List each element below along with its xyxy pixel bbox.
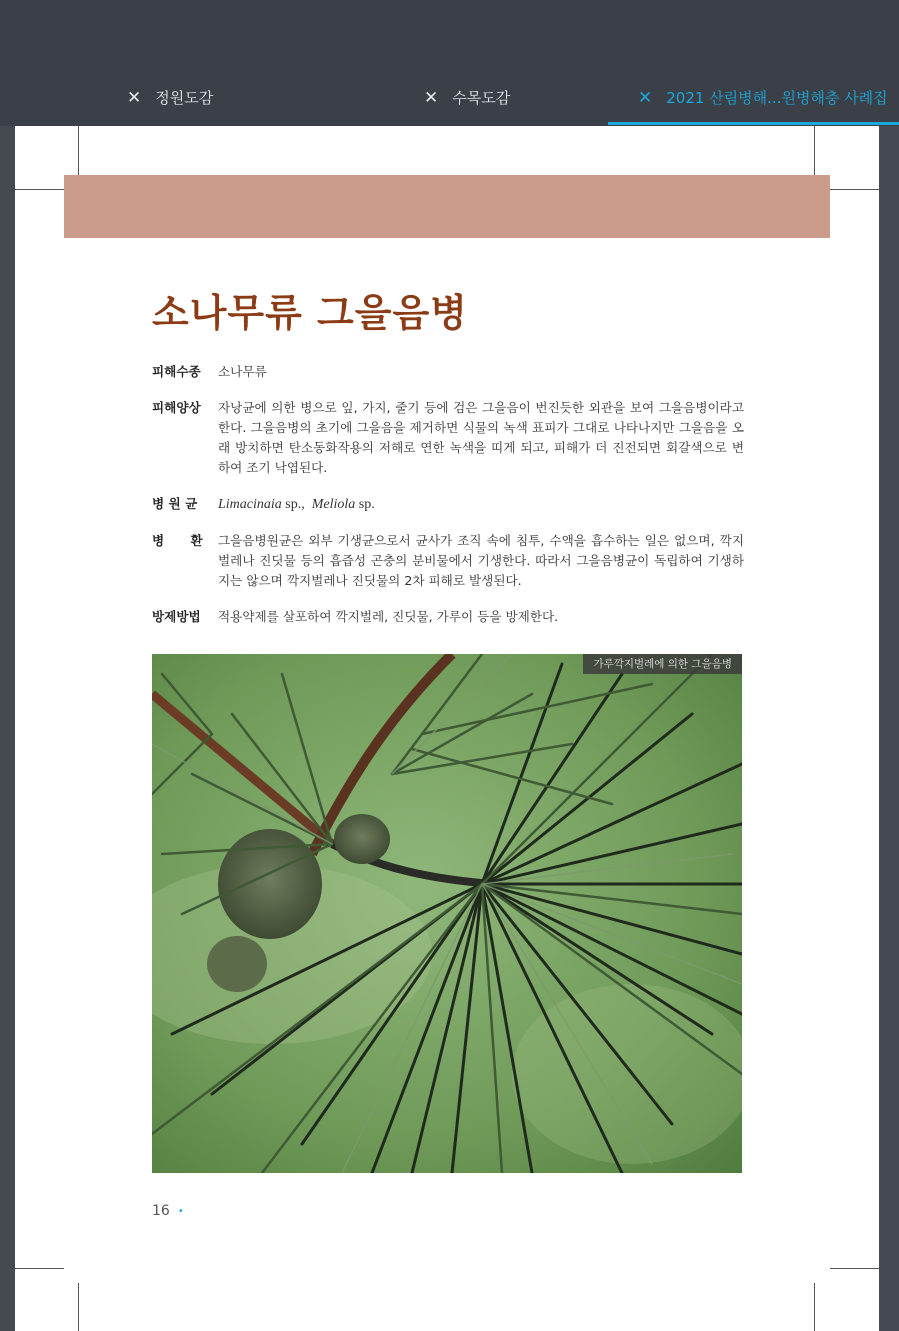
- crop-mark: [830, 189, 879, 190]
- field-key: 방제방법: [152, 609, 201, 624]
- field-row-host: [152, 362, 744, 382]
- tab-sumok[interactable]: [424, 84, 510, 126]
- photo-caption: 가루깍지벌레에 의한 그을음병: [583, 654, 742, 674]
- pine-needle-photo: [152, 654, 742, 1173]
- page-dot: •: [177, 1205, 184, 1217]
- field-value: 그을음병원균은 외부 기생균으로서 균사가 조직 속에 침투, 수액을 흡수하는 일은 없으며, 깍지벌레나 진딧물 등의 흡즙성 곤충의 분비물에서 기생한다. 따라서 그을음병균이 독립하여 기생하지는 않으며 깍지벌레나 진딧물의 2차 피해로 발생된다.: [218, 533, 744, 588]
- field-key: 병 환: [152, 533, 203, 548]
- close-icon[interactable]: ✕: [424, 88, 439, 108]
- crop-mark: [15, 1268, 64, 1269]
- close-icon[interactable]: ✕: [638, 88, 653, 108]
- pathogen-sp: sp.,: [281, 497, 312, 512]
- crop-mark: [814, 1283, 815, 1331]
- pathogen-genus: Meliola: [311, 497, 356, 512]
- close-icon[interactable]: ✕: [127, 88, 142, 108]
- field-key: 피해수종: [152, 364, 201, 379]
- tab-label: 정원도감: [155, 89, 214, 107]
- crop-mark: [814, 126, 815, 176]
- field-value: 적용약제를 살포하여 깍지벌레, 진딧물, 가루이 등을 방제한다.: [218, 609, 559, 624]
- header-band: [64, 175, 830, 238]
- crop-mark: [78, 126, 79, 176]
- info-table: [152, 362, 744, 643]
- page-title: 소나무류 그을음병: [152, 291, 468, 335]
- page-number-text: 16: [152, 1203, 170, 1219]
- document-page: [15, 126, 879, 1331]
- tab-jeongwon[interactable]: [127, 84, 213, 126]
- pathogen-sp: sp.: [355, 497, 375, 512]
- tab-bar: [0, 0, 899, 126]
- tab-label: 2021 산림병해...원병해충 사례집: [666, 89, 888, 107]
- pathogen-genus: Limacinaia: [218, 497, 282, 512]
- field-row-control: [152, 607, 744, 627]
- field-value: [218, 494, 744, 515]
- field-value: 소나무류: [218, 364, 267, 379]
- field-key: 병 원 균: [152, 496, 198, 511]
- crop-mark: [830, 1268, 879, 1269]
- tab-label: 수목도감: [452, 89, 511, 107]
- crop-mark: [78, 1283, 79, 1331]
- field-row-symptom: [152, 398, 744, 478]
- field-row-cycle: [152, 531, 744, 591]
- crop-mark: [15, 189, 64, 190]
- field-key: 피해양상: [152, 400, 201, 415]
- active-tab-indicator: [608, 122, 899, 125]
- field-value: 자낭균에 의한 병으로 잎, 가지, 줄기 등에 검은 그을음이 번진듯한 외관을 보여 그을음병이라고 한다. 그을음병의 초기에 그을음을 제거하면 식물의 녹색 표피가 그대로 나타나지만 그을음을 오래 방치하면 탄소동화작용의 저해로 연한 녹색을 띠게 되고, 피해가 더 진전되면 회갈색으로 변하여 조기 낙엽된다.: [218, 400, 744, 475]
- page-number: [152, 1203, 184, 1219]
- field-row-pathogen: [152, 494, 744, 515]
- tab-casebook[interactable]: [638, 84, 888, 126]
